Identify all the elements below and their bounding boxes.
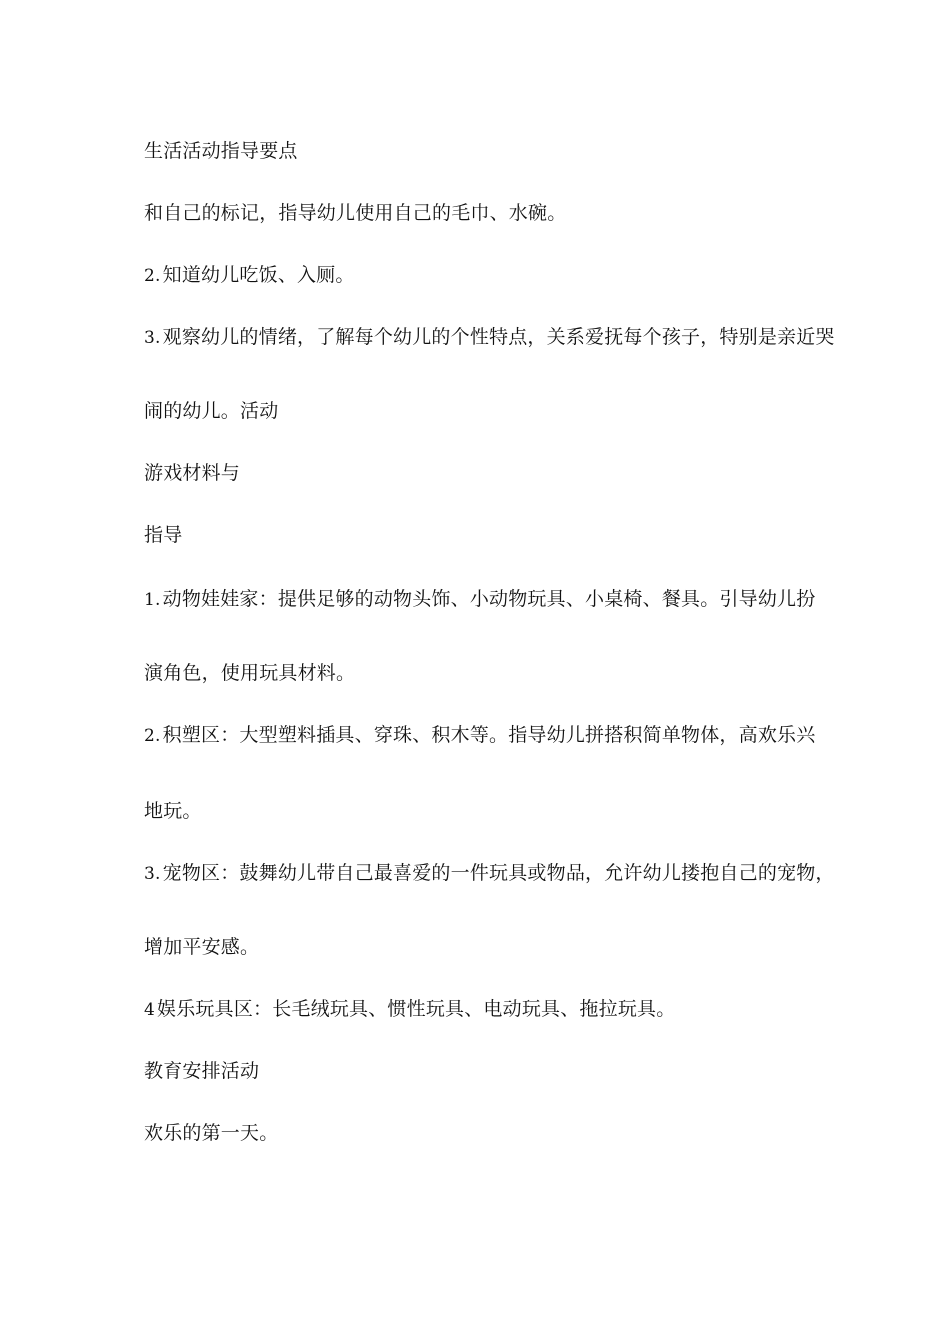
line-text: 指导 [144, 524, 183, 546]
line-text: 演角色，使用玩具材料。 [144, 662, 356, 684]
line-text: 知道幼儿吃饭、入厕。 [162, 264, 355, 286]
line-text: 地玩。 [144, 800, 202, 822]
line-text: 教育安排活动 [144, 1060, 260, 1082]
list-number: 4 [144, 1000, 156, 1020]
list-number: 3. [144, 864, 161, 884]
list-number: 1. [144, 590, 161, 610]
line-text: 娱乐玩具区：长毛绒玩具、惯性玩具、电动玩具、拖拉玩具。 [157, 998, 676, 1020]
section-heading-guidance [144, 522, 824, 548]
list-item-2 [144, 722, 824, 749]
text-line [144, 1120, 824, 1146]
line-text: 积塑区：大型塑料插具、穿珠、积木等。指导幼儿拼搭积简单物体，高欢乐兴 [162, 724, 816, 746]
line-text: 生活活动指导要点 [144, 140, 298, 162]
list-item-3 [144, 860, 835, 887]
line-text: 游戏材料与 [144, 462, 241, 484]
line-text: 和自己的标记，指导幼儿使用自己的毛巾、水碗。 [144, 202, 567, 224]
text-line [144, 934, 824, 960]
text-line [144, 200, 824, 226]
list-item-2 [144, 262, 824, 289]
line-text: 观察幼儿的情绪，了解每个幼儿的个性特点，关系爱抚每个孩子，特别是亲近哭 [162, 326, 835, 348]
section-heading-game-materials [144, 460, 824, 486]
line-text: 动物娃娃家：提供足够的动物头饰、小动物玩具、小桌椅、餐具。引导幼儿扮 [162, 588, 816, 610]
line-text: 增加平安感。 [144, 936, 260, 958]
text-line [144, 660, 824, 686]
text-line [144, 398, 824, 424]
line-text: 欢乐的第一天。 [144, 1122, 279, 1144]
line-text: 闹的幼儿。活动 [144, 400, 279, 422]
list-number: 2. [144, 726, 161, 746]
section-heading-education [144, 1058, 824, 1084]
list-number: 2. [144, 266, 161, 286]
line-text: 宠物区：鼓舞幼儿带自己最喜爱的一件玩具或物品，允许幼儿搂抱自己的宠物， [162, 862, 835, 884]
list-item-4 [144, 996, 824, 1023]
text-line [144, 798, 824, 824]
list-number: 3. [144, 328, 161, 348]
section-heading-life-activities [144, 138, 824, 164]
list-item-3 [144, 324, 835, 351]
list-item-1 [144, 586, 824, 613]
